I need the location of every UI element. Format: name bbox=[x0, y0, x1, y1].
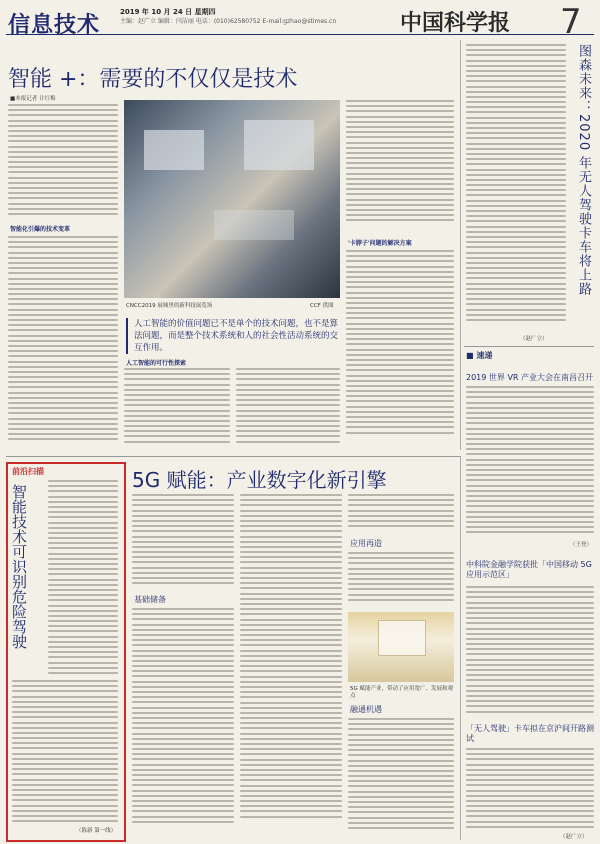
5g-article-title: 5G 赋能：产业数字化新引擎 bbox=[132, 468, 387, 492]
main-article-photo bbox=[124, 100, 340, 298]
5g-subhead-2: 应用再造 bbox=[350, 539, 382, 548]
column-divider bbox=[460, 40, 461, 450]
brief-title-1: 2019 世界 VR 产业大会在南昌召开 bbox=[466, 373, 594, 382]
5g-body-col1 bbox=[132, 494, 234, 590]
main-article-body-col1b bbox=[8, 236, 118, 450]
newspaper-logo: 中国科学报 bbox=[400, 10, 511, 36]
brief-credit-1: （王登） bbox=[570, 542, 593, 548]
briefs-rule bbox=[464, 346, 594, 347]
issue-info bbox=[120, 8, 336, 26]
5g-body-col3c bbox=[348, 718, 454, 834]
section-title: 信息技术 bbox=[8, 13, 101, 38]
main-article-body-col4 bbox=[346, 100, 454, 230]
main-subhead-2: 人工智能的可行性探索 bbox=[126, 360, 187, 367]
brief-body-1 bbox=[466, 386, 594, 536]
column-body-bottom bbox=[12, 680, 118, 824]
pull-quote bbox=[126, 318, 346, 354]
main-article-body-col4b bbox=[346, 250, 454, 450]
5g-subhead-1: 基础储备 bbox=[134, 595, 166, 604]
brief-title-2: 中科院金融学院获批「中国移动 5G 应用示范区」 bbox=[466, 560, 592, 579]
brief-credit-3: （赵广立） bbox=[560, 834, 588, 840]
5g-body-col2 bbox=[240, 494, 342, 834]
issue-date: 2019 年 10 月 24 日 星期四 bbox=[120, 8, 216, 16]
page-number: 7 bbox=[560, 2, 582, 42]
side-article-title: 图森未来：2020 年无人驾驶卡车将上路 bbox=[576, 44, 591, 297]
5g-body-col3b bbox=[348, 552, 454, 608]
main-article-body-col1 bbox=[8, 104, 118, 222]
brief-body-3 bbox=[466, 748, 594, 830]
5g-body-col1b bbox=[132, 608, 234, 834]
side-article-credit: （赵广立） bbox=[520, 336, 548, 342]
brief-title-3: 「无人驾驶」卡车拟在京沪间开路测试 bbox=[466, 724, 594, 743]
column-tag: 前沿扫描 bbox=[12, 467, 44, 476]
column-divider-bottom bbox=[460, 456, 461, 840]
5g-photo bbox=[348, 612, 454, 682]
editor-contact: 主编：赵广立 编辑：闫洁丽 电话：(010)62580752 E-mail:gzhao@stimes.cn bbox=[120, 18, 337, 25]
5g-photo-caption: 5G 赋能产业，带动了应用宽广、发展和观点 bbox=[350, 686, 454, 699]
column-title: 智能技术可识别危险驾驶 bbox=[10, 484, 28, 649]
main-article-body-col2 bbox=[124, 368, 230, 450]
masthead-rule bbox=[6, 34, 594, 35]
main-article-byline: ■本报记者 计红梅 bbox=[10, 96, 56, 102]
5g-body-col3 bbox=[348, 494, 454, 534]
section-rule bbox=[6, 456, 460, 457]
main-article-title: 智能 +：需要的不仅仅是技术 bbox=[8, 67, 298, 92]
main-article-body-col3 bbox=[236, 368, 340, 450]
photo-caption: CNCC2019 展城里的新科技展览场 bbox=[126, 303, 213, 309]
column-body-top bbox=[48, 480, 118, 676]
pull-quote-text: 人工智能的价值问题已不是单个的技术问题，也不是算法问题，而是整个技术系统和人的社会性活动系统的交互作用。 bbox=[134, 319, 339, 353]
photo-credit: CCF 供图 bbox=[310, 303, 334, 309]
column-credit: （陈新 第一线） bbox=[76, 828, 117, 834]
brief-body-2 bbox=[466, 586, 594, 716]
side-article-body bbox=[466, 44, 566, 332]
main-subhead-3: '卡脖子'问题的解决方案 bbox=[348, 240, 412, 247]
main-subhead-1: 智能化引爆的技术变革 bbox=[10, 226, 71, 233]
briefs-header: ■ 速递 bbox=[466, 351, 493, 360]
briefs-header-text: 速递 bbox=[476, 351, 493, 360]
5g-subhead-3: 融通机遇 bbox=[350, 705, 382, 714]
